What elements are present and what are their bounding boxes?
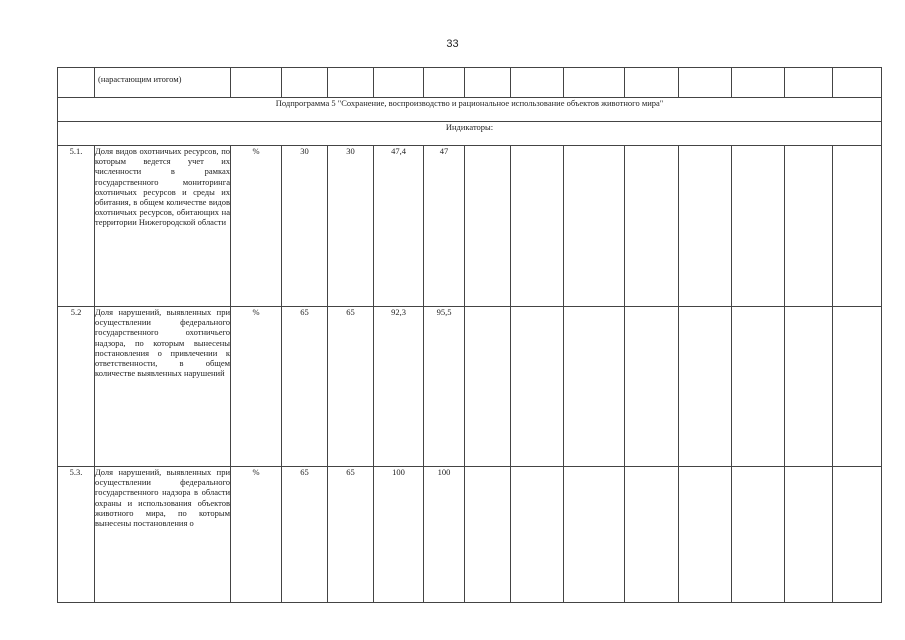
table-row: [58, 98, 882, 122]
cell-empty: [511, 467, 564, 603]
row-number: 5.3.: [58, 467, 95, 603]
cell-empty: [511, 146, 564, 307]
cell-empty: [732, 467, 785, 603]
indicators-heading: Индикаторы:: [58, 122, 882, 146]
cell-empty: [465, 146, 511, 307]
unit-cell: %: [231, 146, 282, 307]
subprogram-title: Подпрограмма 5 "Сохранение, воспроизводство и рациональное использование объектов животного мира": [58, 98, 882, 122]
value-cell: 92,3: [374, 307, 424, 467]
indicator-description: Доля видов охотничьих ресурсов, по которым ведется учет их численности в рамках государственного мониторинга охотничьих ресурсов и среды их обитания, в общем количестве видов охотничьих ресурсов, обитающих на территории Нижегородской области: [95, 146, 231, 307]
cell-empty: [231, 68, 282, 98]
cell-empty: [465, 467, 511, 603]
cell-empty: [328, 68, 374, 98]
cell-cumulative-label: (нарастающим итогом): [95, 68, 231, 98]
cell-empty: [625, 146, 679, 307]
cell-empty: [679, 467, 732, 603]
cell-empty: [833, 467, 882, 603]
cell-empty: [785, 307, 833, 467]
cell-empty: [679, 307, 732, 467]
cell-empty: [732, 68, 785, 98]
value-cell: 95,5: [424, 307, 465, 467]
table-row: [58, 146, 882, 307]
value-cell: 65: [328, 467, 374, 603]
cell-empty: [625, 307, 679, 467]
value-cell: 47,4: [374, 146, 424, 307]
row-number: 5.2: [58, 307, 95, 467]
cell-empty: [785, 68, 833, 98]
cell-empty: [833, 146, 882, 307]
table-row: [58, 307, 882, 467]
value-cell: 30: [328, 146, 374, 307]
table-row: [58, 68, 882, 98]
cell-num: [58, 68, 95, 98]
cell-empty: [511, 307, 564, 467]
cell-empty: [282, 68, 328, 98]
cell-empty: [625, 68, 679, 98]
row-number: 5.1.: [58, 146, 95, 307]
cell-empty: [374, 68, 424, 98]
value-cell: 30: [282, 146, 328, 307]
cell-empty: [785, 467, 833, 603]
page-number: 33: [446, 38, 459, 50]
cell-empty: [564, 467, 625, 603]
value-cell: 47: [424, 146, 465, 307]
cell-empty: [732, 307, 785, 467]
value-cell: 100: [424, 467, 465, 603]
value-cell: 100: [374, 467, 424, 603]
unit-cell: %: [231, 467, 282, 603]
unit-cell: %: [231, 307, 282, 467]
indicator-description: Доля нарушений, выявленных при осуществлении федерального государственного надзора в области охраны и использования объектов животного мира, по которым вынесены постановления о: [95, 467, 231, 603]
cell-empty: [679, 68, 732, 98]
cell-empty: [732, 146, 785, 307]
cell-empty: [465, 307, 511, 467]
indicator-description: Доля нарушений, выявленных при осуществлении федерального государственного охотничьего надзора, по которым вынесены постановления о привлечении к ответственности, в общем количестве выявленных нарушений: [95, 307, 231, 467]
indicators-table: [57, 67, 882, 603]
cell-empty: [465, 68, 511, 98]
value-cell: 65: [282, 307, 328, 467]
cell-empty: [785, 146, 833, 307]
cell-empty: [679, 146, 732, 307]
cell-empty: [833, 307, 882, 467]
cell-empty: [833, 68, 882, 98]
cell-empty: [564, 146, 625, 307]
cell-empty: [424, 68, 465, 98]
table-row: [58, 467, 882, 603]
value-cell: 65: [282, 467, 328, 603]
cell-empty: [625, 467, 679, 603]
cell-empty: [564, 307, 625, 467]
value-cell: 65: [328, 307, 374, 467]
cell-empty: [511, 68, 564, 98]
table-row: [58, 122, 882, 146]
cell-empty: [564, 68, 625, 98]
